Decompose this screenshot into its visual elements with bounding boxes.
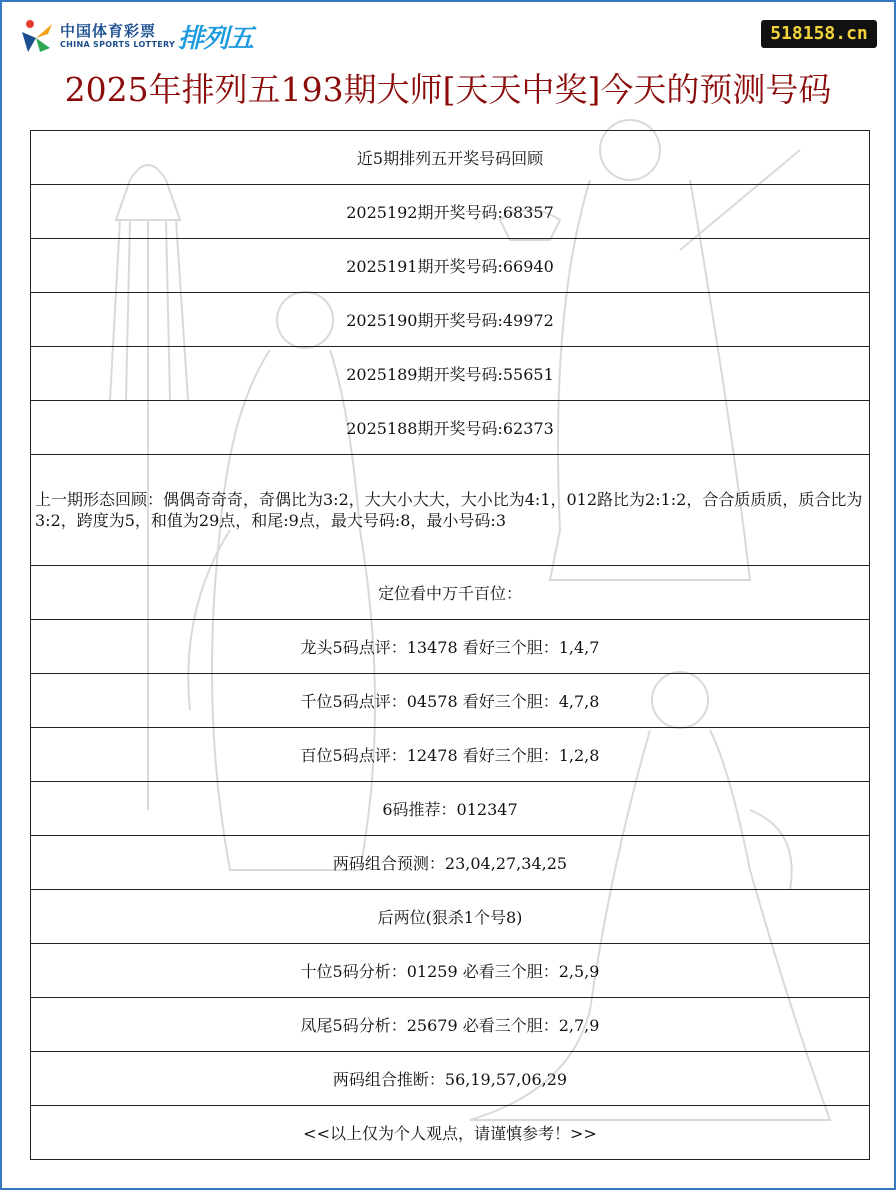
table-row xyxy=(31,401,870,455)
table-cell: 两码组合推断：56,19,57,06,29 xyxy=(31,1052,870,1106)
table-cell: 近5期排列五开奖号码回顾 xyxy=(31,131,870,185)
table-row xyxy=(31,347,870,401)
page-title: 2025年排列五193期大师[天天中奖]今天的预测号码 xyxy=(64,70,832,109)
table-row xyxy=(31,185,870,239)
table-row xyxy=(31,890,870,944)
table-row xyxy=(31,293,870,347)
table-row xyxy=(31,455,870,566)
table-row xyxy=(31,1106,870,1160)
table-row xyxy=(31,944,870,998)
site-badge[interactable]: 518158.cn xyxy=(761,20,877,48)
table-cell: 十位5码分析：01259 必看三个胆：2,5,9 xyxy=(31,944,870,998)
table-cell: 两码组合预测：23,04,27,34,25 xyxy=(31,836,870,890)
table-cell: 2025192期开奖号码:68357 xyxy=(31,185,870,239)
table-cell: 龙头5码点评：13478 看好三个胆：1,4,7 xyxy=(31,620,870,674)
table-row xyxy=(31,566,870,620)
table-cell: 2025189期开奖号码:55651 xyxy=(31,347,870,401)
table-cell: 6码推荐：012347 xyxy=(31,782,870,836)
table-cell: 千位5码点评：04578 看好三个胆：4,7,8 xyxy=(31,674,870,728)
logo-cn-text: 中国体育彩票 xyxy=(60,22,157,40)
table-cell: 后两位(狠杀1个号8) xyxy=(31,890,870,944)
logo-en-text: CHINA SPORTS LOTTERY xyxy=(60,40,176,49)
table-row xyxy=(31,674,870,728)
table-cell: <<以上仅为个人观点，请谨慎参考！>> xyxy=(31,1106,870,1160)
table-row xyxy=(31,728,870,782)
table-row xyxy=(31,239,870,293)
table-row xyxy=(31,131,870,185)
table-cell: 定位看中万千百位： xyxy=(31,566,870,620)
table-row xyxy=(31,782,870,836)
table-cell: 百位5码点评：12478 看好三个胆：1,2,8 xyxy=(31,728,870,782)
lottery-logo[interactable] xyxy=(20,16,280,56)
table-cell: 2025188期开奖号码:62373 xyxy=(31,401,870,455)
table-cell: 凤尾5码分析：25679 必看三个胆：2,7,9 xyxy=(31,998,870,1052)
table-row xyxy=(31,998,870,1052)
logo-game-text: 排列五 xyxy=(178,24,254,54)
prediction-table xyxy=(30,130,870,1160)
lottery-logo-icon xyxy=(20,18,54,54)
table-row xyxy=(31,1052,870,1106)
table-row xyxy=(31,836,870,890)
table-row xyxy=(31,620,870,674)
table-cell: 2025191期开奖号码:66940 xyxy=(31,239,870,293)
table-cell-summary: 上一期形态回顾：偶偶奇奇奇，奇偶比为3:2，大大小大大，大小比为4:1，012路比为2:1:2，合合质质质，质合比为3:2，跨度为5，和值为29点，和尾:9点，最大号码:8，最小号码:3 xyxy=(31,455,870,566)
table-cell: 2025190期开奖号码:49972 xyxy=(31,293,870,347)
